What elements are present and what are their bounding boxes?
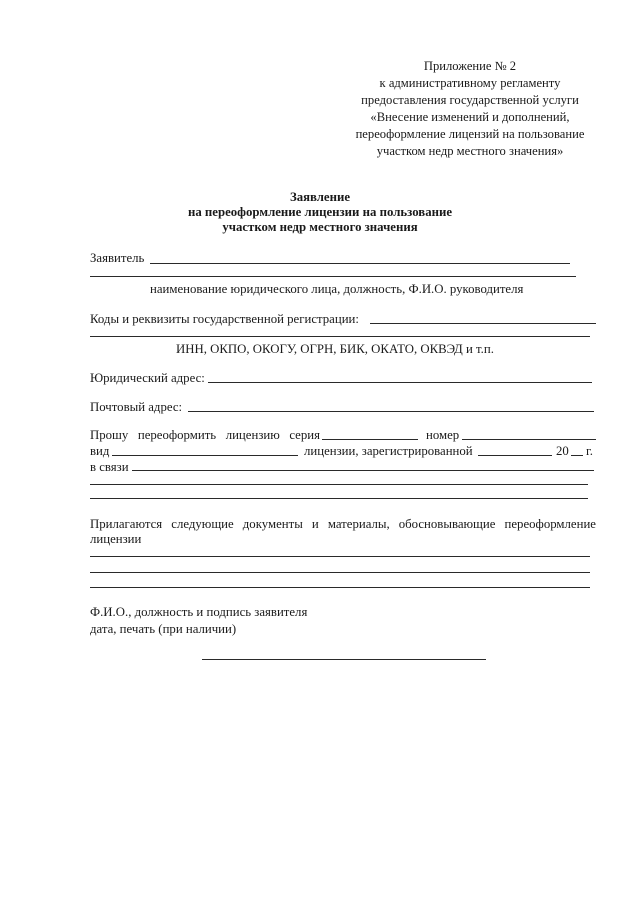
type-field[interactable] <box>112 455 298 456</box>
postal-address-field[interactable] <box>188 411 594 412</box>
attach-word: следующие <box>171 517 234 531</box>
codes-field[interactable] <box>370 323 596 324</box>
number-field[interactable] <box>462 439 596 440</box>
date-stamp-label: дата, печать (при наличии) <box>90 622 237 636</box>
appendix-title: Приложение № 2 <box>423 59 517 73</box>
appendix-line: к административному регламенту <box>379 76 561 90</box>
attach-word: переоформление <box>504 517 596 531</box>
applicant-label: Заявитель <box>90 251 145 265</box>
series-field[interactable] <box>322 439 418 440</box>
attach-word: и <box>311 517 319 531</box>
appendix-line: «Внесение изменений и дополнений, <box>370 110 570 124</box>
attachments-label <box>90 516 596 532</box>
signature-label: Ф.И.О., должность и подпись заявителя <box>90 605 308 619</box>
appendix-header <box>320 58 620 160</box>
postal-address-label: Почтовый адрес: <box>90 400 183 414</box>
attach-word: Прилагаются <box>90 517 163 531</box>
registered-label: лицензии, зарегистрированной <box>304 444 473 458</box>
codes-hint: ИНН, ОКПО, ОКОГУ, ОГРН, БИК, ОКАТО, ОКВЭД и т.п. <box>176 342 494 356</box>
legal-address-label: Юридический адрес: <box>90 371 205 385</box>
applicant-hint: наименование юридического лица, должность, Ф.И.О. руководителя <box>150 282 524 296</box>
attach-word: материалы, <box>327 517 390 531</box>
attach-word: документы <box>242 517 303 531</box>
registration-date-field[interactable] <box>478 455 552 456</box>
request-word: Прошу <box>90 428 129 442</box>
applicant-field-line-2[interactable] <box>90 276 576 277</box>
attachments-label-line-2: лицензии <box>90 532 142 546</box>
title-line-2: на переоформление лицензии на пользование <box>187 205 453 219</box>
reason-field-line-2[interactable] <box>90 484 588 485</box>
reason-field[interactable] <box>132 470 594 471</box>
year-field[interactable] <box>571 455 583 456</box>
request-word: серия <box>289 428 320 442</box>
codes-field-line-2[interactable] <box>90 336 590 337</box>
request-word: лицензию <box>225 428 280 442</box>
title-line-1: Заявление <box>289 190 351 204</box>
appendix-line: участком недр местного значения» <box>376 144 564 158</box>
signature-field[interactable] <box>202 659 486 660</box>
request-words <box>90 427 320 443</box>
reason-field-line-3[interactable] <box>90 498 588 499</box>
reason-label: в связи <box>90 460 129 474</box>
legal-address-field[interactable] <box>208 382 592 383</box>
title-line-3: участком недр местного значения <box>222 220 418 234</box>
attachments-field-line-3[interactable] <box>90 587 590 588</box>
appendix-line: предоставления государственной услуги <box>361 93 579 107</box>
year-suffix: г. <box>586 444 594 458</box>
applicant-field[interactable] <box>150 263 570 264</box>
year-prefix: 20 <box>556 444 569 458</box>
appendix-line: переоформление лицензий на пользование <box>355 127 585 141</box>
request-word: переоформить <box>137 428 217 442</box>
attachments-field[interactable] <box>90 556 590 557</box>
attachments-field-line-2[interactable] <box>90 572 590 573</box>
attach-word: обосновывающие <box>398 517 496 531</box>
document-title <box>0 190 640 235</box>
type-label: вид <box>90 444 110 458</box>
codes-label: Коды и реквизиты государственной регистрации: <box>90 312 359 326</box>
number-label: номер <box>426 428 460 442</box>
